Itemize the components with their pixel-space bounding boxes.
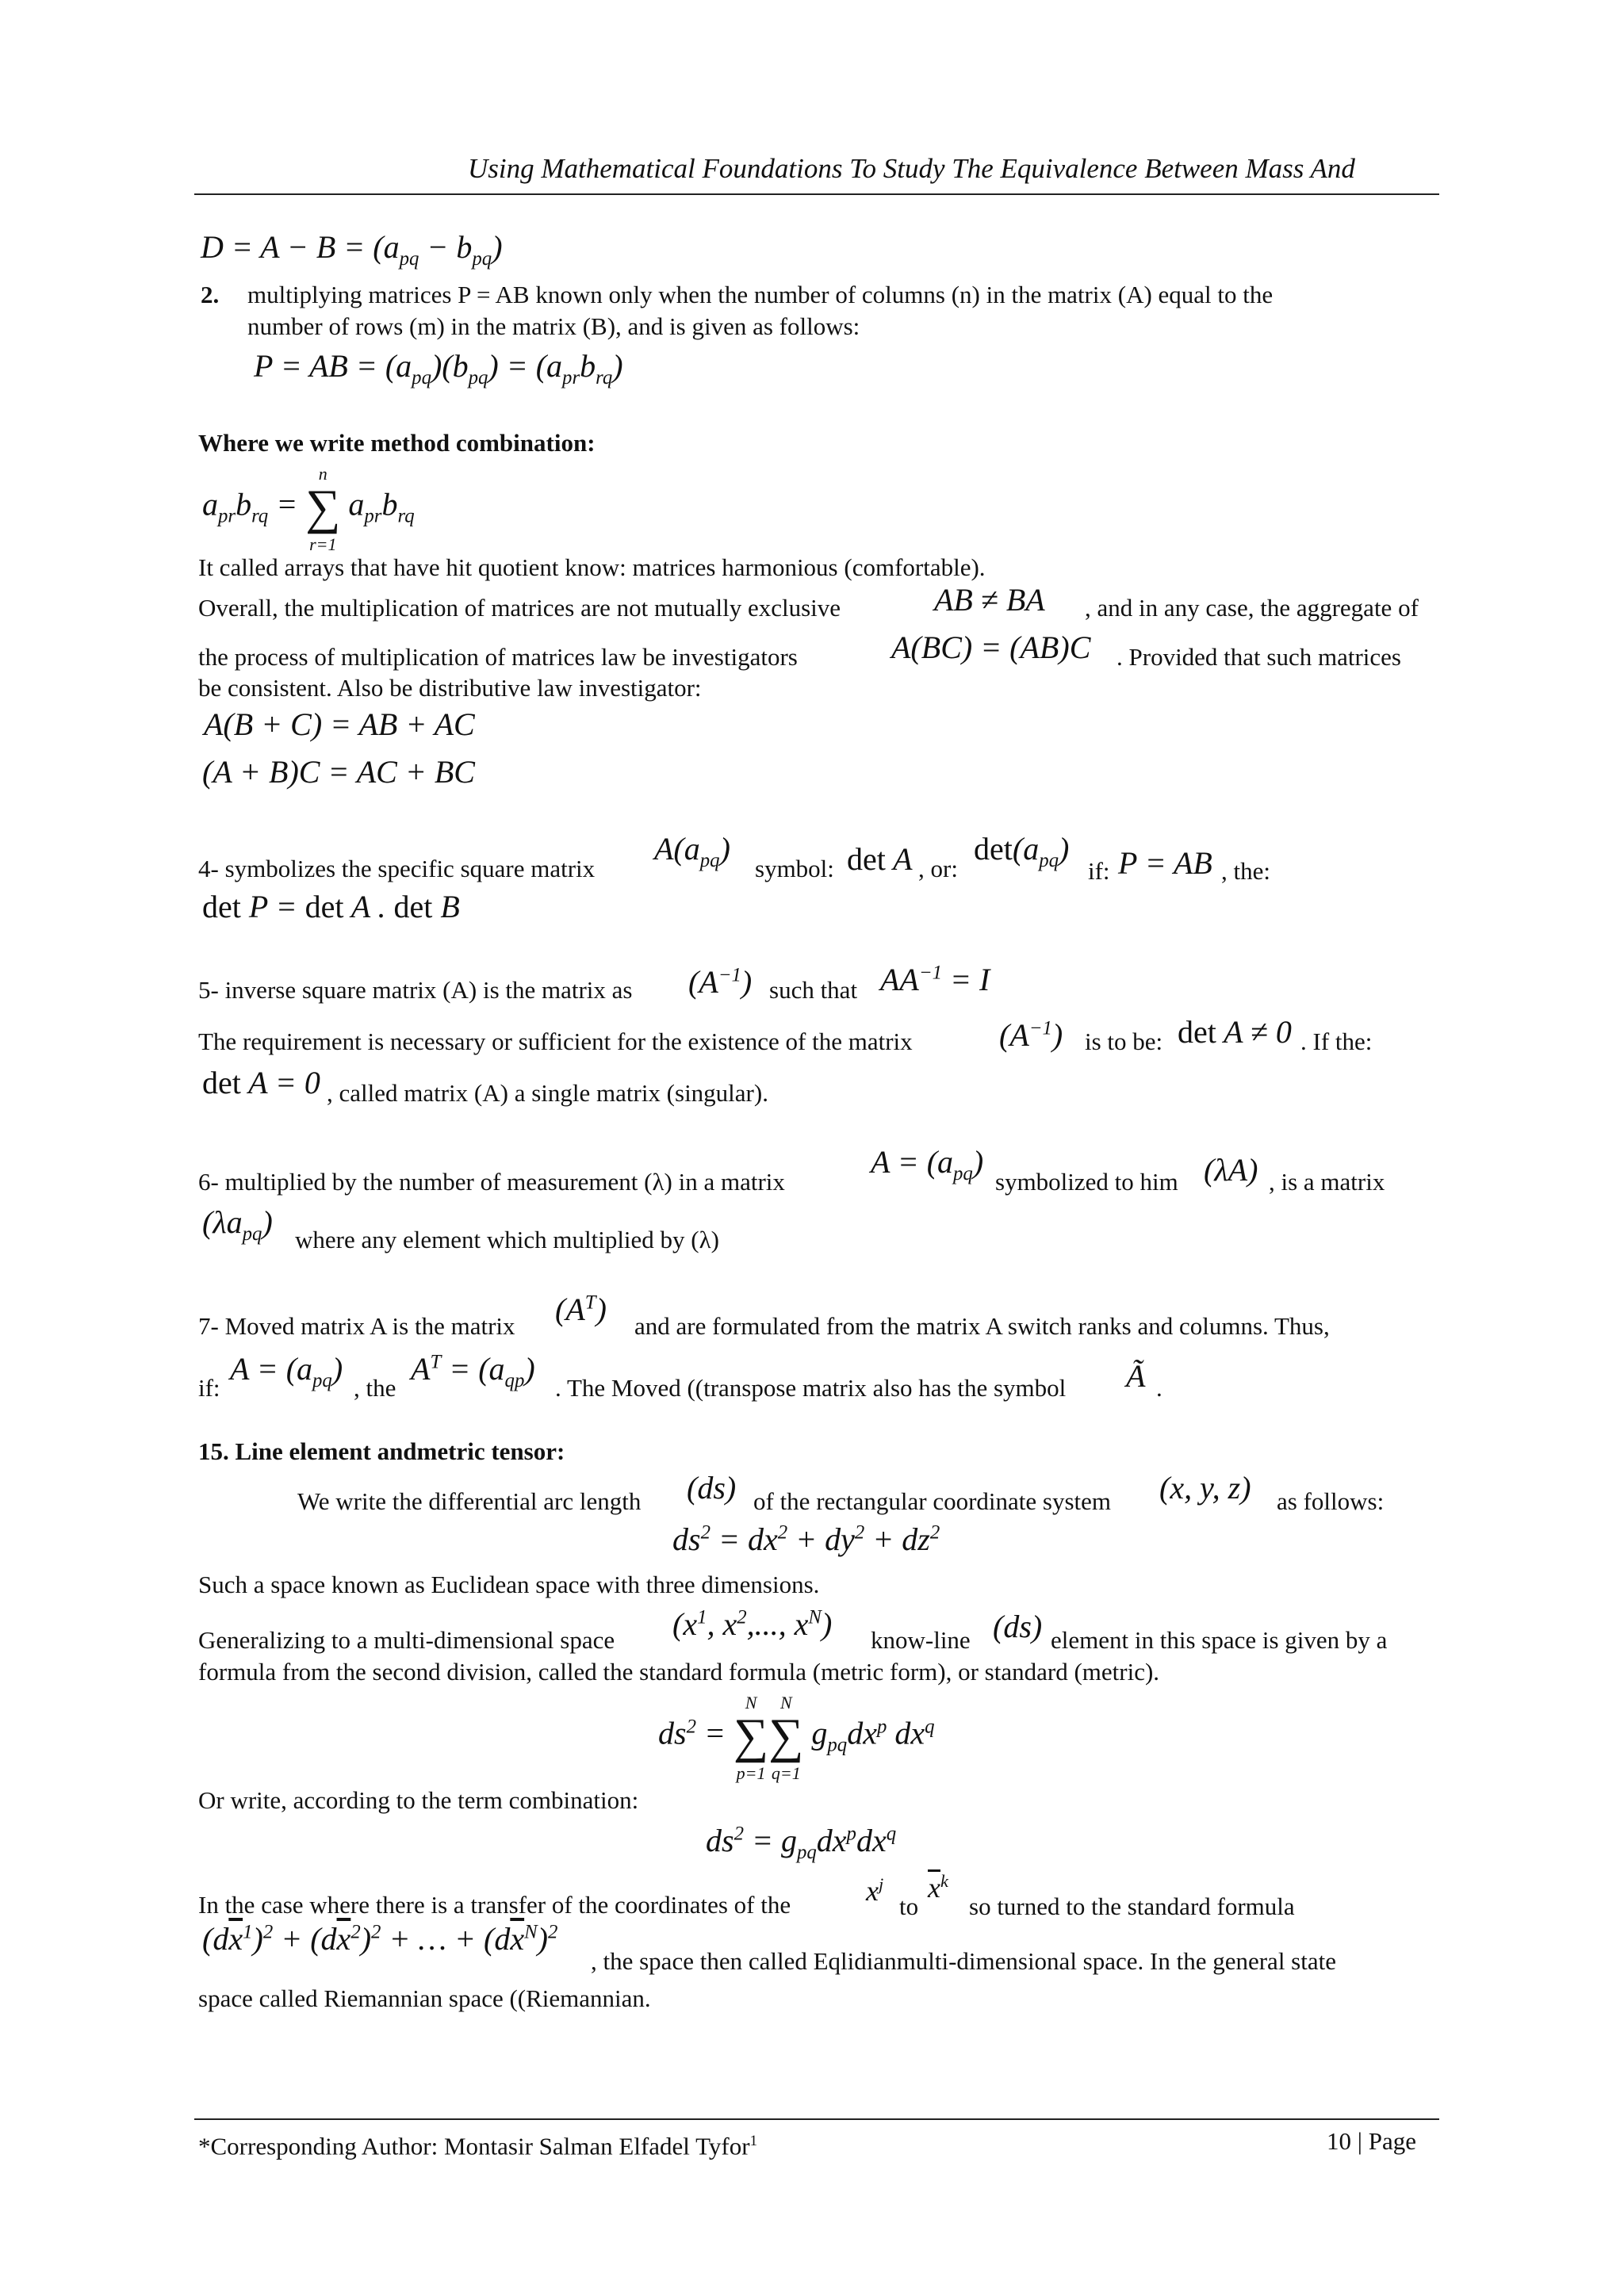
section-15-p8: space called Riemannian space ((Riemannian. [198,1984,651,2012]
combination-p3a: the process of multiplication of matrices law be investigators [198,643,798,671]
section-15-p6c: so turned to the standard formula [969,1892,1295,1920]
combination-p2a: Overall, the multiplication of matrices are not mutually exclusive [198,594,841,622]
item4-text-d: if: [1088,857,1110,885]
section-15-p6b: to [899,1892,919,1920]
equation-distributive-right: (A + B)C = AC + BC [202,754,475,790]
equation-det-apq: $\det(a_{pq})$ [974,831,1070,871]
equation-lambda-apq: $(\lambda a_{pq})$ [202,1204,273,1245]
equation-square-matrix: $A(a_{pq})$ [654,831,730,871]
item4-text-b: symbol: [755,855,834,882]
equation-associative: A(BC) = (AB)C [891,629,1091,665]
combination-p3b: . Provided that such matrices [1116,643,1401,671]
item5-text-b: such that [769,976,858,1004]
item5-text-f: , called matrix (A) a single matrix (singular). [327,1079,768,1107]
equation-inverse: $(A^{-1})$ [688,964,753,1000]
section-15-p1b: of the rectangular coordinate system [753,1487,1112,1515]
footer-rule [194,2118,1439,2120]
item6-text-d: where any element which multiplied by (λ) [295,1226,719,1253]
combination-heading: Where we write method combination: [198,429,596,457]
equation-at-def: $A^T = (a_{qp})$ [411,1351,535,1391]
equation-product: P = AB = $(a_{pq})(b_{pq}) = (a_{pr}b_{rq})$ [254,348,623,388]
equation-tilde-a: Ã [1126,1358,1146,1394]
item4-text-a: 4- symbolizes the specific square matrix [198,855,596,882]
equation-euclid-sum: $(d\overline{x}^1)^2 + (d\overline{x}^2)^2$ + … + $(d\overline{x}^N)^2$ [202,1921,558,1957]
equation-xbar-k: $\overline{x}^k$ [928,1871,948,1904]
item7-text-a: 7- Moved matrix A is the matrix [198,1312,515,1340]
section-2-number: 2. [201,281,220,308]
header-rule [194,193,1439,195]
equation-a-def: $A = (a_{pq})$ [230,1351,343,1391]
equation-distributive-left: A(B + C) = AB + AC [204,706,475,742]
running-header: Using Mathematical Foundations To Study The Equivalence Between Mass And [468,153,1355,184]
equation-metric-double-sum: $ds^2$ = ∑ N p=1 ∑ N q=1 $g_{pq}dx^p$ $dx^q$ [658,1693,935,1783]
item5-text-d: is to be: [1085,1027,1163,1055]
equation-noncommutative: AB ≠ BA [934,582,1045,618]
equation-transpose: $(A^T)$ [555,1292,607,1327]
combination-p1: It called arrays that have hit quotient know: matrices harmonious (comfortable). [198,553,986,581]
equation-lambda-a: (λA) [1204,1152,1258,1188]
combination-p4: be consistent. Also be distributive law investigator: [198,674,702,702]
item7-text-b: and are formulated from the matrix A switch ranks and columns. Thus, [634,1312,1330,1340]
equation-det-a: det A [847,841,913,877]
item7-text-d: , the [354,1374,396,1402]
section-15-p5: Or write, according to the term combination: [198,1786,639,1814]
section-15-p7: , the space then called Eqlidianmulti-dimensional space. In the general state [591,1947,1336,1975]
equation-xyz: (x, y, z) [1159,1470,1251,1506]
equation-identity: $AA^{-1} = I$ [880,962,990,997]
item5-text-a: 5- inverse square matrix (A) is the matrix as [198,976,633,1004]
item4-text-e: , the: [1221,857,1270,885]
item6-text-c: , is a matrix [1269,1168,1385,1196]
item7-text-f: . [1156,1374,1162,1402]
section-2-line2: number of rows (m) in the matrix (B), and is given as follows: [247,312,860,340]
section-15-p3a: Generalizing to a multi-dimensional space [198,1626,615,1654]
section-15-p3b: know-line [871,1626,971,1654]
equation-xj: $x^j$ [866,1874,884,1907]
equation-inverse-2: $(A^{-1})$ [999,1017,1063,1053]
item5-text-e: . If the: [1300,1027,1373,1055]
section-15-p1c: as follows: [1277,1487,1385,1515]
combination-p2b: , and in any case, the aggregate of [1085,594,1419,622]
item6-text-a: 6- multiplied by the number of measurement (λ) in a matrix [198,1168,785,1196]
equation-ds: (ds) [687,1470,737,1506]
item7-text-c: if: [198,1374,220,1402]
item5-text-c: The requirement is necessary or sufficient for the existence of the matrix [198,1027,913,1055]
item6-text-b: symbolized to him [995,1168,1178,1196]
equation-combination-sum: $a_{pr}b_{rq}$ = ∑ n r=1 $a_{pr}b_{rq}$ [202,464,415,554]
footer-page-number: 10 | Page [1327,2127,1416,2155]
section-15-p1a: We write the differential arc length [297,1487,642,1515]
section-15-p4: formula from the second division, called the standard formula (metric form), or standard (metric). [198,1658,1160,1686]
equation-metric-summation: $ds^2 = g_{pq}dx^pdx^q$ [706,1823,897,1863]
section-15-p3c: element in this space is given by a [1051,1626,1388,1654]
footer-author [198,2126,757,2161]
footer-author-sup: 1 [749,2133,758,2149]
item4-text-c: , or: [918,855,958,882]
equation-euclidean-metric: $ds^2 = dx^2 + dy^2 + dz^2$ [672,1521,940,1557]
equation-difference: $D = A - B = (a_{pq} - b_{pq})$ [201,229,503,270]
equation-coordinates: ($x^1$, $x^2$,..., $x^N$) [672,1606,833,1642]
equation-p-eq-ab: P = AB [1118,845,1212,881]
section-15-p2: Such a space known as Euclidean space with three dimensions. [198,1571,820,1598]
equation-det-product: det P = det A . det B [202,889,460,924]
section-15-heading: 15. Line element andmetric tensor: [198,1437,565,1465]
item7-text-e: . The Moved ((transpose matrix also has the symbol [555,1374,1067,1402]
footer-author-name: *Corresponding Author: Montasir Salman Elfadel Tyfor [198,2132,750,2160]
equation-ds-2: (ds) [993,1609,1043,1644]
section-15-p6a: In the case where there is a transfer of the coordinates of the [198,1891,791,1919]
section-2-line1: multiplying matrices P = AB known only when the number of columns (n) in the matrix (A) equal to the [247,281,1274,308]
equation-det-zero: det A = 0 [202,1065,320,1100]
equation-det-nonzero: det A ≠ 0 [1178,1014,1292,1050]
equation-a-eq-apq: $A = (a_{pq})$ [871,1144,984,1184]
